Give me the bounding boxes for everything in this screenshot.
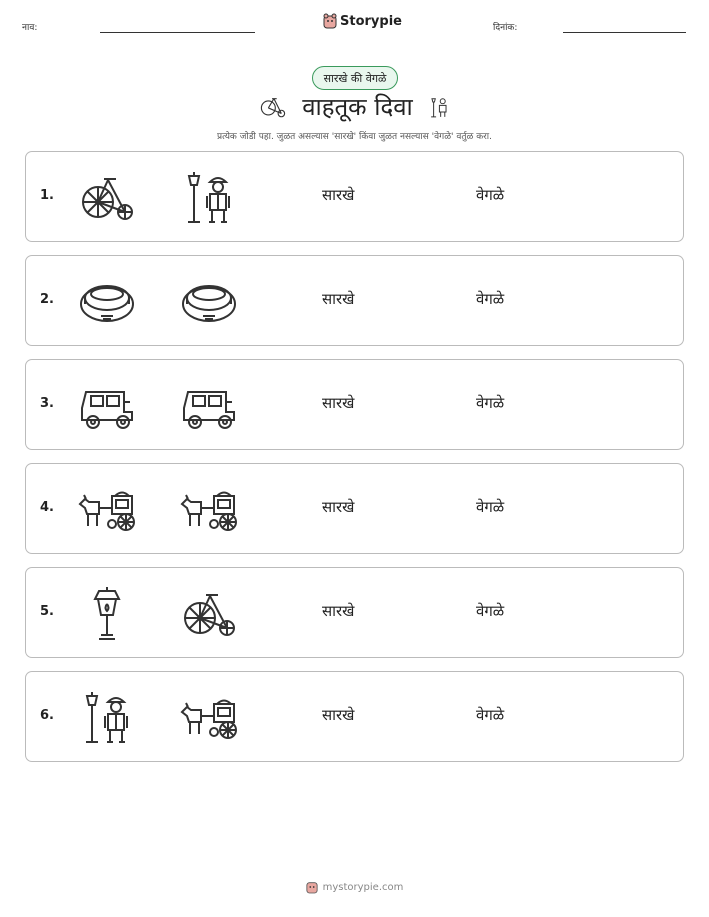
horse-carriage-icon (78, 482, 136, 538)
bicycle-icon (78, 170, 136, 226)
storypie-mascot-icon (323, 13, 337, 29)
brand-name: Storypie (340, 13, 402, 29)
question-card (25, 567, 684, 658)
storypie-mascot-icon (306, 880, 318, 894)
option-different[interactable]: वेगळे (476, 394, 505, 412)
option-different[interactable]: वेगळे (476, 186, 505, 204)
bicycle-icon (180, 586, 238, 642)
horse-carriage-icon (180, 482, 238, 538)
category-badge: सारखे की वेगळे (312, 66, 398, 90)
option-same[interactable]: सारखे (322, 394, 355, 412)
police-officer-lamp-icon (180, 170, 238, 226)
name-label: नाव: (22, 23, 38, 33)
brand-logo (323, 13, 402, 29)
question-card (25, 359, 684, 450)
option-same[interactable]: सारखे (322, 186, 355, 204)
option-different[interactable]: वेगळे (476, 290, 505, 308)
button-icon (180, 274, 238, 330)
horse-carriage-icon (180, 690, 238, 746)
name-line[interactable] (100, 32, 255, 33)
street-lamp-icon (78, 586, 136, 642)
option-different[interactable]: वेगळे (476, 602, 505, 620)
police-officer-icon (427, 92, 451, 122)
option-same[interactable]: सारखे (322, 602, 355, 620)
car-icon (78, 378, 136, 434)
footer (0, 880, 709, 894)
footer-site: mystorypie.com (322, 881, 404, 893)
question-number: 4. (40, 500, 54, 515)
question-number: 6. (40, 708, 54, 723)
police-officer-lamp-icon (78, 690, 136, 746)
option-same[interactable]: सारखे (322, 706, 355, 724)
question-card (25, 255, 684, 346)
option-different[interactable]: वेगळे (476, 498, 505, 516)
question-card (25, 671, 684, 762)
question-card (25, 151, 684, 242)
option-different[interactable]: वेगळे (476, 706, 505, 724)
instructions: प्रत्येक जोडी पहा. जुळत असल्यास 'सारखे' किंवा जुळत नसल्यास 'वेगळे' वर्तुळ करा. (216, 132, 492, 142)
option-same[interactable]: सारखे (322, 290, 355, 308)
button-icon (78, 274, 136, 330)
date-line[interactable] (563, 32, 686, 33)
title-row (0, 90, 709, 123)
question-number: 3. (40, 396, 54, 411)
question-number: 1. (40, 188, 54, 203)
date-label: दिनांक: (493, 23, 518, 33)
question-card (25, 463, 684, 554)
worksheet-title: वाहतूक दिवा (302, 93, 413, 121)
option-same[interactable]: सारखे (322, 498, 355, 516)
bicycle-icon (258, 94, 288, 120)
question-number: 5. (40, 604, 54, 619)
car-icon (180, 378, 238, 434)
question-number: 2. (40, 292, 54, 307)
